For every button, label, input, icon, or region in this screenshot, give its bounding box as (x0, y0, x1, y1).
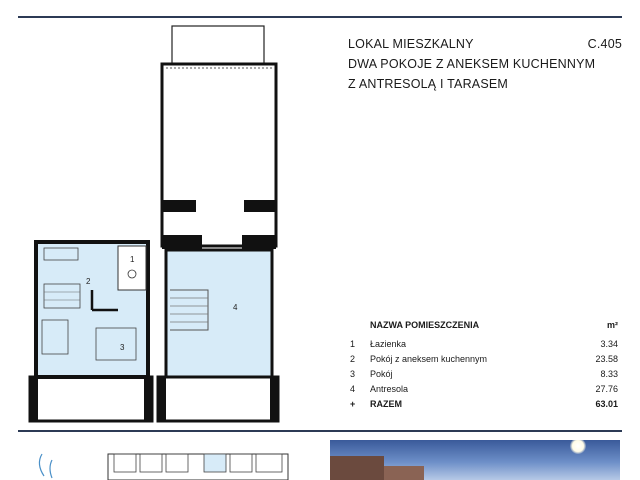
wall-block (244, 200, 276, 212)
row-area: 8.33 (600, 368, 618, 379)
table-row (340, 351, 618, 366)
col-area: m² (607, 320, 618, 330)
row-area: 3.34 (600, 338, 618, 349)
unit-type: LOKAL MIESZKALNY (348, 37, 474, 51)
table-total-row (340, 396, 618, 411)
room-4-antresola (166, 250, 272, 377)
room-label-4: 4 (233, 303, 238, 312)
room-4-fill (166, 250, 272, 377)
lower-terrace-left (30, 377, 152, 421)
unit-code: C.405 (587, 37, 622, 51)
building-facade (384, 466, 424, 480)
terrace-balcony (172, 26, 264, 66)
room-label-2: 2 (86, 277, 91, 286)
unit-description-1: DWA POKOJE Z ANEKSEM KUCHENNYM (348, 57, 596, 71)
row-name: Antresola (370, 383, 409, 394)
building-facade (330, 456, 384, 480)
room-label-3: 3 (120, 343, 125, 352)
row-name: Pokój z aneksem kuchennym (370, 353, 488, 364)
row-area: 23.58 (595, 353, 618, 364)
terrace-plan (162, 26, 276, 249)
building-key-plan (104, 434, 294, 480)
room-table (340, 320, 618, 411)
table-row (340, 381, 618, 396)
wall-block (162, 235, 202, 249)
wall-block (242, 235, 276, 249)
wall-block (162, 200, 196, 212)
sun-glare (570, 440, 586, 454)
bathroom (118, 246, 146, 290)
lower-terrace-right (158, 377, 278, 421)
row-number: 1 (350, 338, 356, 349)
row-name: Łazienka (370, 338, 407, 349)
table-header (340, 320, 618, 330)
room-label-1: 1 (130, 255, 135, 264)
title-block (348, 34, 628, 94)
row-number: 4 (350, 383, 356, 394)
total-area: 63.01 (595, 398, 618, 409)
row-number: 2 (350, 353, 356, 364)
table-row (340, 366, 618, 381)
row-name: Pokój (370, 368, 393, 379)
row-number: 3 (350, 368, 356, 379)
total-label: RAZEM (370, 398, 402, 409)
unit-description-2: Z ANTRESOLĄ I TARASEM (348, 77, 509, 91)
col-room-name: NAZWA POMIESZCZENIA (370, 320, 480, 330)
bottom-divider (18, 430, 622, 432)
floor-plan (0, 0, 330, 430)
building-photo (330, 440, 620, 480)
lower-apartment (36, 242, 148, 377)
total-symbol: + (350, 398, 356, 409)
row-area: 27.76 (595, 383, 618, 394)
table-row (340, 336, 618, 351)
compass-icon (30, 434, 90, 480)
terrace-outline (162, 64, 276, 246)
